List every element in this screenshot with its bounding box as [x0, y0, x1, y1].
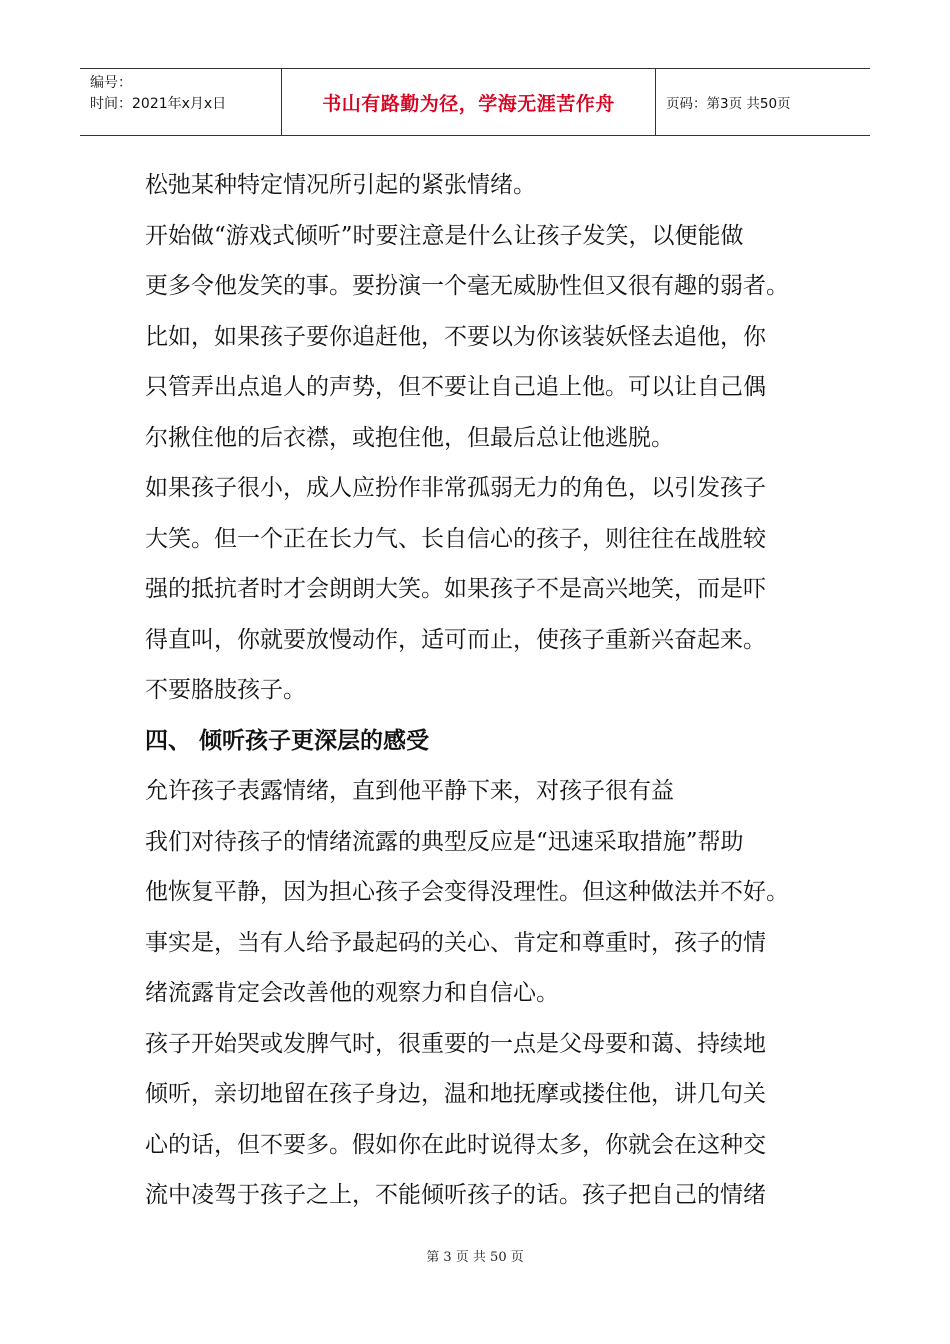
document-body: [145, 160, 825, 1221]
body-line: 开始做“游戏式倾听”时要注意是什么让孩子发笑，以便能做: [145, 222, 744, 249]
body-line: 强的抵抗者时才会朗朗大笑。如果孩子不是高兴地笑，而是吓: [145, 576, 766, 602]
body-line: 流中凌驾于孩子之上，不能倾听孩子的话。孩子把自己的情绪: [145, 1182, 766, 1208]
body-line: 倾听，亲切地留在孩子身边，温和地抚摩或搂住他，讲几句关: [145, 1081, 766, 1107]
body-line: 松弛某种特定情况所引起的紧张情绪。: [145, 172, 536, 198]
header-page-info: 页码：第3页 共50页: [666, 96, 791, 112]
body-line: 比如，如果孩子要你追赶他，不要以为你该装妖怪去追他，你: [145, 323, 766, 350]
date-label: 时间：2021年x月x日: [90, 96, 227, 112]
page-footer: 第 3 页 共 50 页: [426, 1250, 524, 1265]
body-line: 不要胳肢孩子。: [145, 677, 306, 703]
body-line: 得直叫，你就要放慢动作，适可而止，使孩子重新兴奋起来。: [145, 626, 766, 653]
body-line: 如果孩子很小，成人应扮作非常孤弱无力的角色，以引发孩子: [145, 475, 766, 501]
body-line: 事实是，当有人给予最起码的关心、肯定和尊重时，孩子的情: [145, 929, 766, 956]
body-line: 更多令他发笑的事。要扮演一个毫无威胁性但又很有趣的弱者。: [145, 273, 789, 299]
body-line: 大笑。但一个正在长力气、长自信心的孩子，则往往在战胜较: [145, 525, 766, 552]
section-heading: 四、 倾听孩子更深层的感受: [145, 727, 430, 754]
body-line: 孩子开始哭或发脾气时，很重要的一点是父母要和蔼、持续地: [145, 1030, 766, 1057]
document-header: [80, 68, 870, 136]
body-line: 他恢复平静，因为担心孩子会变得没理性。但这种做法并不好。: [145, 879, 789, 905]
body-line: 我们对待孩子的情绪流露的典型反应是“迅速采取措施”帮助: [145, 828, 744, 855]
header-motto: 书山有路勤为径，学海无涯苦作舟: [282, 69, 656, 135]
body-line: 心的话，但不要多。假如你在此时说得太多，你就会在这种交: [145, 1131, 766, 1158]
body-line: 尔揪住他的后衣襟，或抱住他，但最后总让他逃脱。: [145, 424, 674, 451]
body-line: 只管弄出点追人的声势，但不要让自己追上他。可以让自己偶: [145, 374, 766, 400]
body-line: 绪流露肯定会改善他的观察力和自信心。: [145, 980, 559, 1006]
header-meta-cell: [80, 69, 282, 135]
serial-number-label: 编号：: [90, 75, 132, 91]
body-line: 允许孩子表露情绪，直到他平静下来，对孩子很有益: [145, 778, 674, 804]
